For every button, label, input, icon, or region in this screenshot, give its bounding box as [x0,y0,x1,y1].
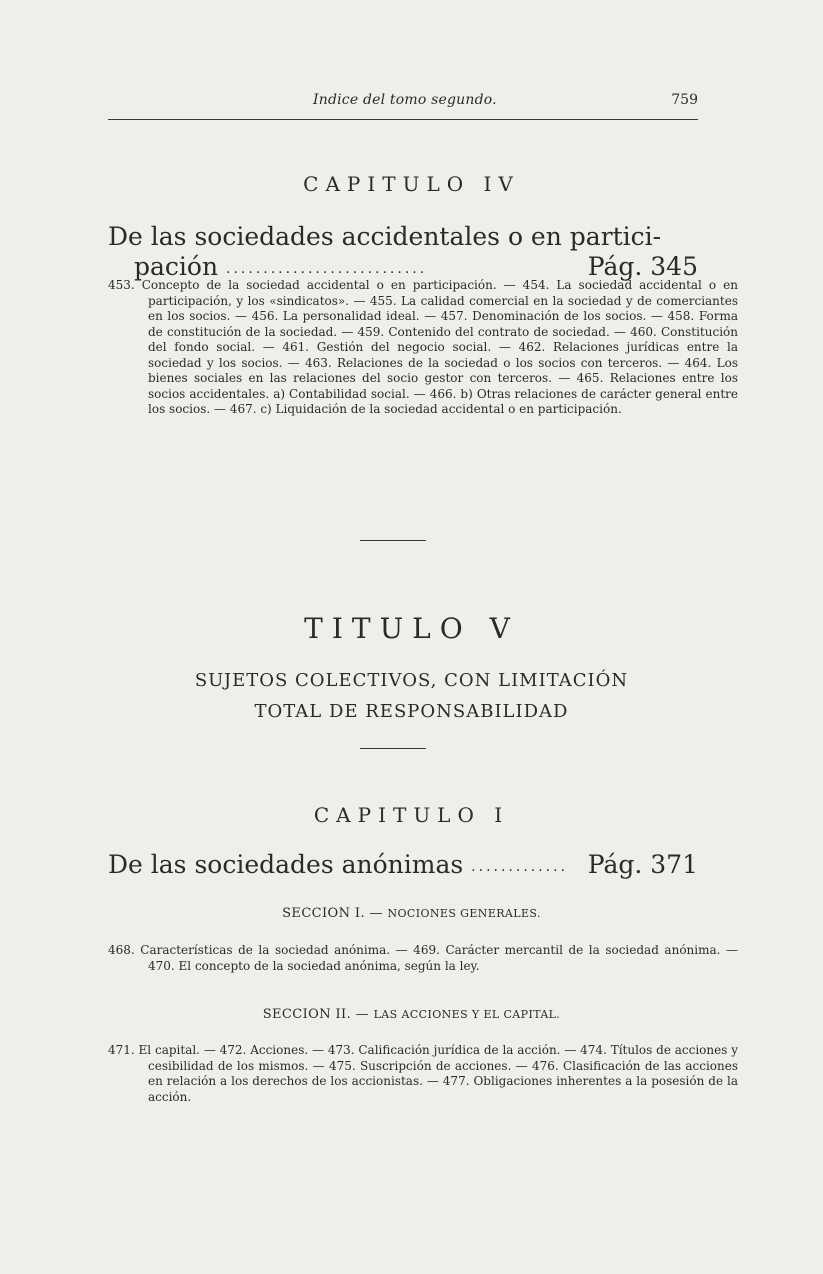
chapter-iv-title-line2: pación [134,252,219,281]
leader-dots: ............. [471,859,569,875]
page-number: 759 [671,92,698,108]
titulo-v-heading: TITULO V [304,612,519,645]
chapter-i-heading: CAPITULO I [313,803,510,827]
section-i-heading [0,906,823,921]
section-i-summary: 468. Características de la sociedad anónima. — 469. Carácter mercantil de la sociedad anónima. — 470. El concepto de la sociedad anónima, según la ley. [108,943,738,973]
titulo-v-subtitle-line2: TOTAL DE RESPONSABILIDAD [254,701,569,722]
section-ii-name: LAS ACCIONES Y EL CAPITAL. [373,1008,561,1021]
section-i-label: SECCION I. — [282,906,383,921]
separator-rule [360,540,426,541]
chapter-iv-title [108,222,698,284]
chapter-iv-summary: 453. Concepto de la sociedad accidental o en participación. — 454. La sociedad accidental o en participación, y los «sindicatos». — 455. La calidad comercial en la sociedad y de comerciantes en los socios. — 456. La personalidad ideal. — 457. Denominación de los socios. — 458. Forma de constitución de la sociedad. — 459. Contenido del contrato de sociedad. — 460. Constitución del fondo social. — 461. Gestión del negocio social. — 462. Relaciones jurídicas entre la sociedad y los socios. — 463. Relaciones de la sociedad o los socios con terceros. — 464. Los bienes sociales en las relaciones del socio gestor con terceros. — 465. Relaciones entre los socios accidentales. a) Contabilidad social. — 466. b) Otras relaciones de carácter general entre los socios. — 467. c) Liquidación de la sociedad accidental o en participación. [108,278,738,416]
leader-dots: ........................... [226,261,428,277]
chapter-iv-heading: CAPITULO IV [303,172,520,196]
running-head [108,92,698,114]
separator-rule [360,748,426,749]
section-ii-summary: 471. El capital. — 472. Acciones. — 473. Calificación jurídica de la acción. — 474. Títulos de acciones y cesibilidad de los mismos. — 475. Suscripción de acciones. — 476. Clasificación de las acciones en relación a los derechos de los accionistas. — 477. Obligaciones inherentes a la posesión de la acción. [108,1043,738,1104]
chapter-i-page-ref: Pág. 371 [587,850,698,879]
chapter-i-title-text: De las sociedades anónimas [108,850,464,879]
titulo-v-subtitle-line1: SUJETOS COLECTIVOS, CON LIMITACIÓN [194,670,629,691]
chapter-iv-page-ref: Pág. 345 [587,252,698,281]
section-i-name: NOCIONES GENERALES. [387,907,541,920]
chapter-iv-title-line1: De las sociedades accidentales o en partici- [108,222,662,251]
running-title: Indice del tomo segundo. [313,92,497,108]
chapter-i-title [108,850,698,882]
header-rule [108,119,698,120]
section-ii-heading [0,1007,823,1022]
section-ii-label: SECCION II. — [262,1007,370,1022]
